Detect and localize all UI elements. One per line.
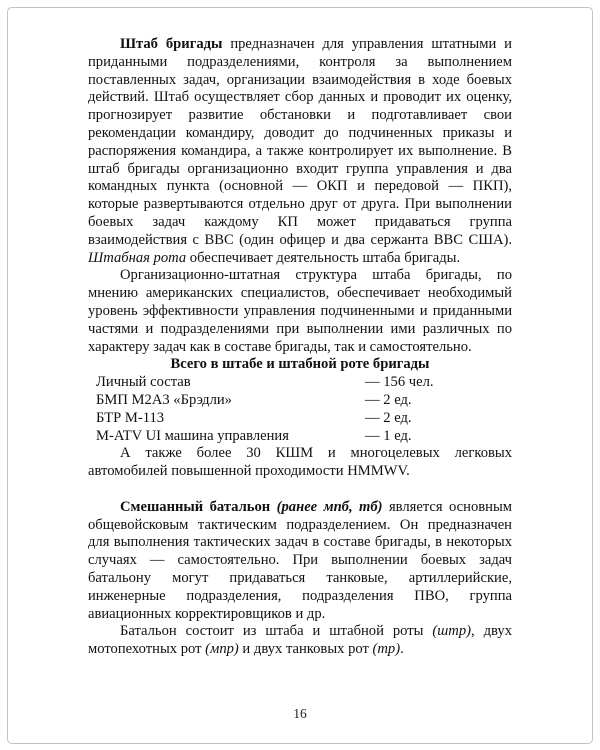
paragraph-italic-run: (штр) <box>432 623 471 640</box>
roster-list <box>88 374 512 445</box>
paragraph-text: Батальон состоит из штаба и штабной роты <box>120 623 433 640</box>
paragraph-text: . <box>400 641 404 658</box>
roster-label: M-ATV UI машина управления <box>96 427 289 444</box>
roster-row-personnel <box>88 374 512 392</box>
paragraph-text: предназначен для управления штатными и приданными подразделениями, контроля за выполнением поставленных задач, организации взаимодействия в ходе боевых действий. Штаб осуществляет сбор данных и проводит их оценку, прогнозирует развитие обстановки и подготавливает свои рекомендации командиру, доводит до подчиненных приказы и распоряжения командира, а также контролирует их выполнение. В штаб бригады организационно входит группа управления и два командных пункта (основной — ОКП и передовой — ПКП), которые развертываются отдельно друг от друга. При выполнении боевых задач каждому КП может придаваться группа взаимодействия с ВВС (один офицер и два сержанта ВВС США). <box>88 36 512 248</box>
paragraph-text: и двух танковых рот <box>238 641 373 658</box>
paragraph-brigade-hq <box>88 36 512 267</box>
roster-label: БТР М-113 <box>96 409 165 426</box>
roster-row-matv <box>88 428 512 446</box>
paragraph-text: , двух мотопехотных рот <box>88 623 512 658</box>
paragraph-italic-run: (мпр) <box>205 641 239 658</box>
paragraph-lead-italic: (ранее мпб, тб) <box>270 498 383 515</box>
roster-row-bmp <box>88 392 512 410</box>
paragraph-battalion-composition <box>88 623 512 659</box>
paragraph-text: является основным общевойсковым тактическим подразделением. Он предназначен для выполнения тактических задач в составе бригады, в некоторых случаях — самостоятельно. При выполнении боевых задач батальону могут придаваться танковые, артиллерийские, инженерные подразделения, подразделения ПВО, группа авиационных корректировщиков и др. <box>88 498 512 622</box>
page-number: 16 <box>293 706 307 721</box>
roster-label: БМП М2А3 «Брэдли» <box>96 391 232 408</box>
roster-value: — 2 ед. <box>365 391 412 408</box>
roster-label: Личный состав <box>96 374 191 391</box>
paragraph-mixed-battalion <box>88 499 512 624</box>
text-block <box>88 36 512 659</box>
paragraph-italic-run: (тр) <box>372 641 401 658</box>
roster-value: — 2 ед. <box>365 409 412 426</box>
roster-heading: Всего в штабе и штабной роте бригады <box>170 356 430 373</box>
roster-value: — 156 чел. <box>365 374 434 391</box>
paragraph-lead-bold: Смешанный батальон <box>120 498 271 515</box>
roster-row-btr <box>88 410 512 428</box>
paragraph-italic-run: Штабная рота <box>88 249 187 266</box>
paragraph-text: обеспечивает деятельность штаба бригады. <box>186 249 461 266</box>
paragraph-structure-note: Организационно-штатная структура штаба бригады, по мнению американских специалистов, обеспечивает необходимый уровень эффективности управления подчиненными и приданными частями и подразделениями при выполнении ими различных по характеру задач как в составе бригады, так и самостоятельно. <box>88 267 512 355</box>
roster-value: — 1 ед. <box>365 427 412 444</box>
paragraph-additional-vehicles: А также более 30 КШМ и многоцелевых легковых автомобилей повышенной проходимости HMMWV. <box>88 445 512 480</box>
paragraph-lead-bold: Штаб бригады <box>120 36 223 52</box>
